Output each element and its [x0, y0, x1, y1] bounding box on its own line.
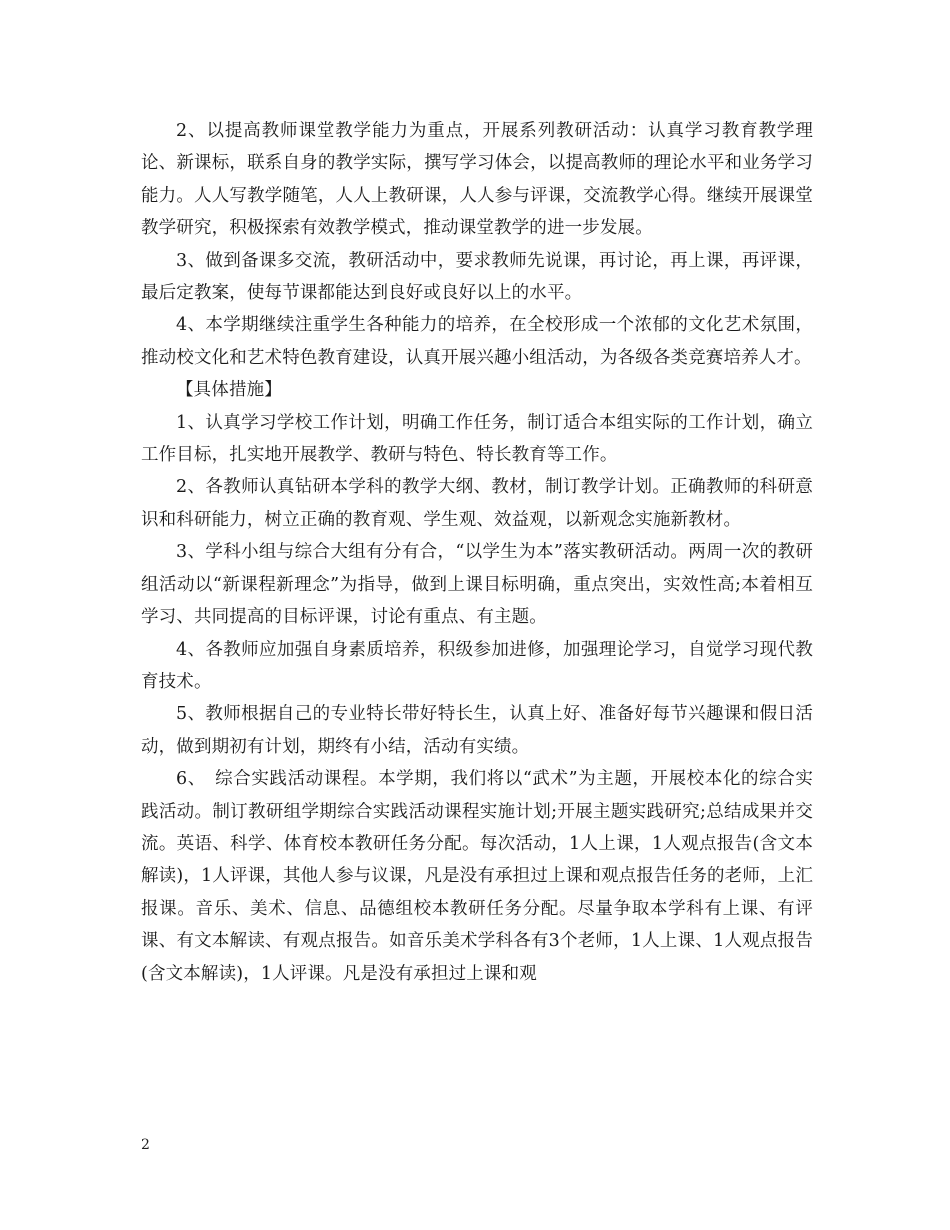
- section-heading-measures: 【具体措施】: [176, 380, 282, 401]
- paragraph-measure-5: 5、教师根据自己的专业特长带好特长生，认真上好、准备好每节兴趣课和假日活动，做到期初有计划，期终有小结，活动有实绩。: [141, 704, 813, 757]
- paragraph-goal-3: 3、做到备课多交流，教研活动中，要求教师先说课，再讨论，再上课，再评课，最后定教案，使每节课都能达到良好或良好以上的水平。: [141, 250, 813, 304]
- paragraph-measure-6: 6、 综合实践活动课程。本学期，我们将以“武术”为主题，开展校本化的综合实践活动。制订教研组学期综合实践活动课程实施计划;开展主题实践研究;总结成果并交流。英语、科学、体育校本教研任务分配。每次活动，1人上课，1人观点报告(含文本解读)，1人评课，其他人参与议课，凡是没有承担过上课和观点报告任务的老师，上汇报课。音乐、美术、信息、品德组校本教研任务分配。尽量争取本学科有上课、有评课、有文本解读、有观点报告。如音乐美术学科各有3个老师，1人上课、1人观点报告(含文本解读)，1人评课。凡是没有承担过上课和观: [141, 769, 813, 984]
- paragraph-goal-2: 2、以提高教师课堂教学能力为重点，开展系列教研活动：认真学习教育教学理论、新课标，联系自身的教学实际，撰写学习体会，以提高教师的理论水平和业务学习能力。人人写教学随笔，人人上教研课，人人参与评课，交流教学心得。继续开展课堂教学研究，积极探索有效教学模式，推动课堂教学的进一步发展。: [141, 121, 813, 239]
- paragraph-measure-1: 1、认真学习学校工作计划，明确工作任务，制订适合本组实际的工作计划，确立工作目标，扎实地开展教学、教研与特色、特长教育等工作。: [141, 412, 813, 466]
- paragraph-measure-2: 2、各教师认真钻研本学科的教学大纲、教材，制订教学计划。正确教师的科研意识和科研能力，树立正确的教育观、学生观、效益观，以新观念实施新教材。: [141, 477, 813, 530]
- document-body: [141, 115, 813, 990]
- paragraph-measure-3: 3、学科小组与综合大组有分有合，“以学生为本”落实教研活动。两周一次的教研组活动以“新课程新理念”为指导，做到上课目标明确，重点突出，实效性高;本着相互学习、共同提高的目标评课，讨论有重点、有主题。: [141, 542, 813, 628]
- paragraph-measure-4: 4、各教师应加强自身素质培养，积级参加进修，加强理论学习，自觉学习现代教育技术。: [141, 639, 813, 692]
- page-number: 2: [141, 1137, 150, 1153]
- paragraph-goal-4: 4、本学期继续注重学生各种能力的培养，在全校形成一个浓郁的文化艺术氛围，推动校文化和艺术特色教育建设，认真开展兴趣小组活动，为各级各类竞赛培养人才。: [141, 315, 813, 368]
